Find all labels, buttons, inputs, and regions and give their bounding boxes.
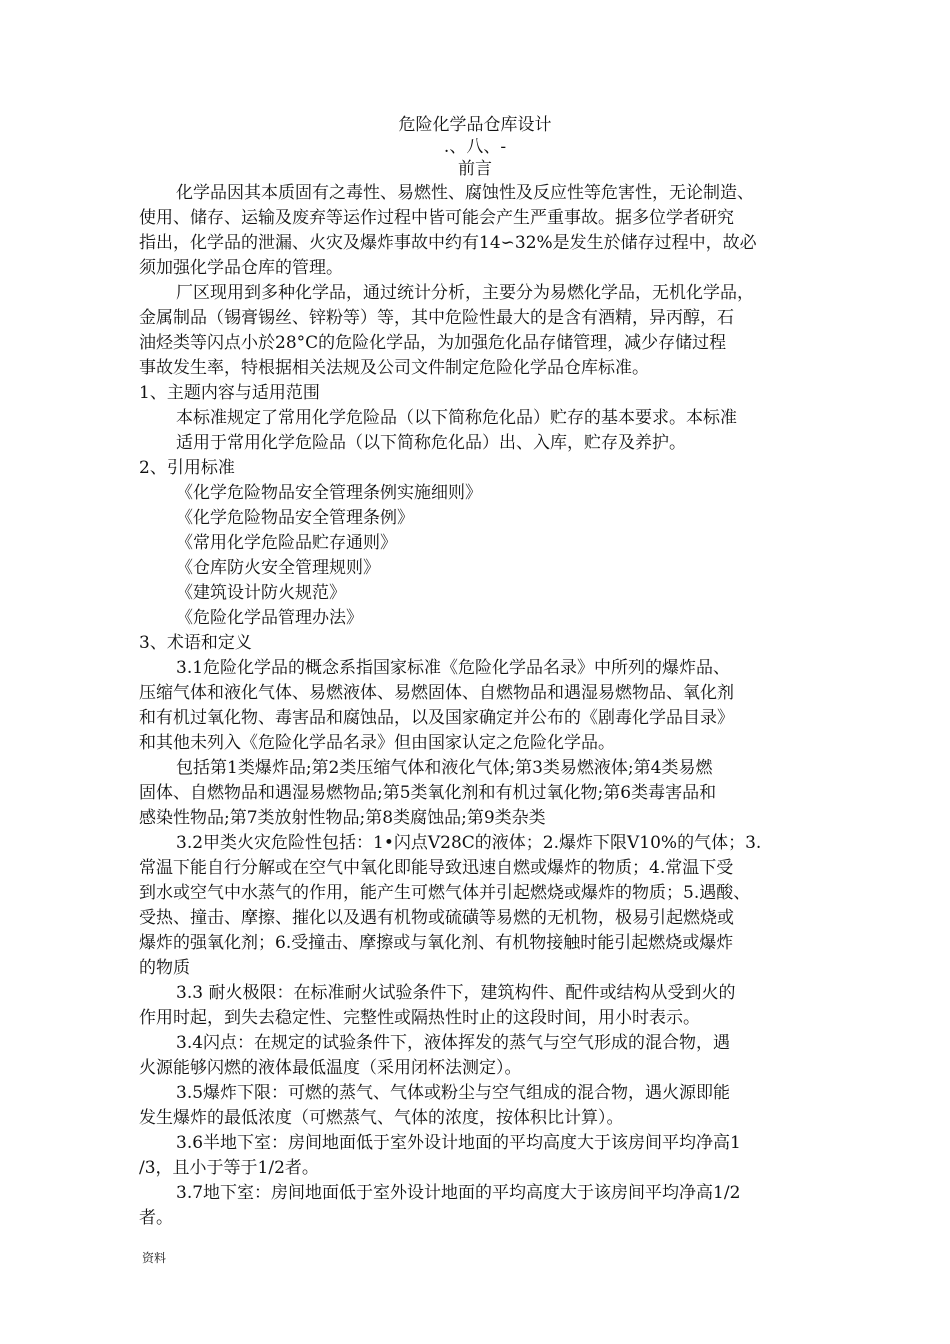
- definition-3-6-line: 3.6半地下室：房间地面低于室外设计地面的平均高度大于该房间平均净高1: [176, 1133, 741, 1153]
- reference-item: 《仓库防火安全管理规则》: [176, 558, 380, 578]
- definition-3-2-line: 爆炸的强氧化剂；6.受撞击、摩擦或与氧化剂、有机物接触时能引起燃烧或爆炸: [139, 933, 734, 953]
- definition-3-1-line: 和有机过氧化物、毒害品和腐蚀品，以及国家确定并公布的《剧毒化学品目录》: [139, 708, 734, 728]
- definition-3-6-line: /3，且小于等于1/2者。: [139, 1158, 319, 1178]
- definition-3-2-line: 到水或空气中水蒸气的作用，能产生可燃气体并引起燃烧或爆炸的物质；5.遇酸、: [139, 883, 751, 903]
- definition-3-1-line: 和其他未列入《危险化学品名录》但由国家认定之危险化学品。: [139, 733, 615, 753]
- para1-line: 指出，化学品的泄漏、火灾及爆炸事故中约有14∽32%是发生於储存过程中，故必: [139, 233, 757, 253]
- reference-item: 《常用化学危险品贮存通则》: [176, 533, 397, 553]
- definition-3-3-line: 作用时起，到失去稳定性、完整性或隔热性时止的这段时间，用小时表示。: [139, 1008, 700, 1028]
- section-1-line: 本标准规定了常用化学危险品（以下简称危化品）贮存的基本要求。本标准: [176, 408, 737, 428]
- page-footer: 资料: [142, 1251, 167, 1265]
- definition-3-1-line: 3.1危险化学品的概念系指国家标准《危险化学品名录》中所列的爆炸品、: [176, 658, 731, 678]
- section-1-heading: 1、主题内容与适用范围: [139, 383, 320, 403]
- categories-line: 固体、自燃物品和遇湿易燃物品;第5类氧化剂和有机过氧化物;第6类毒害品和: [139, 783, 717, 803]
- definition-3-5-line: 3.5爆炸下限：可燃的蒸气、气体或粉尘与空气组成的混合物，遇火源即能: [176, 1083, 731, 1103]
- para2-line: 油烃类等闪点小於28°C的危险化学品，为加强危化品存储管理，减少存储过程: [139, 333, 727, 353]
- definition-3-5-line: 发生爆炸的最低浓度（可燃蒸气、气体的浓度，按体积比计算）。: [139, 1108, 624, 1128]
- section-1-line: 适用于常用化学危险品（以下简称危化品）出、入库，贮存及养护。: [176, 433, 686, 453]
- para2-line: 事故发生率，特根据相关法规及公司文件制定危险化学品仓库标准。: [139, 358, 649, 378]
- definition-3-2-line: 3.2甲类火灾危险性包括：1•闪点V28C的液体；2.爆炸下限V10%的气体；3.: [176, 833, 762, 853]
- definition-3-7-line: 者。: [139, 1208, 173, 1228]
- para1-line: 须加强化学品仓库的管理。: [139, 258, 343, 278]
- doc-title: 危险化学品仓库设计: [398, 115, 552, 135]
- section-2-heading: 2、引用标准: [139, 458, 235, 478]
- section-3-heading: 3、术语和定义: [139, 633, 252, 653]
- reference-item: 《危险化学品管理办法》: [176, 608, 363, 628]
- definition-3-4-line: 3.4闪点：在规定的试验条件下，液体挥发的蒸气与空气形成的混合物，遇: [176, 1033, 731, 1053]
- definition-3-3-line: 3.3 耐火极限：在标准耐火试验条件下，建筑构件、配件或结构从受到火的: [176, 983, 736, 1003]
- para2-line: 金属制品（锡膏锡丝、锌粉等）等，其中危险性最大的是含有酒精，异丙醇，石: [139, 308, 734, 328]
- reference-item: 《化学危险物品安全管理条例实施细则》: [176, 483, 482, 503]
- reference-item: 《建筑设计防火规范》: [176, 583, 346, 603]
- categories-line: 感染性物品;第7类放射性物品;第8类腐蚀品;第9类杂类: [139, 808, 546, 828]
- doc-subtitle: .、八、-: [443, 137, 507, 157]
- preface-heading: 前言: [458, 159, 492, 179]
- definition-3-2-line: 常温下能自行分解或在空气中氧化即能导致迅速自燃或爆炸的物质；4.常温下受: [139, 858, 734, 878]
- definition-3-2-line: 受热、撞击、摩擦、摧化以及遇有机物或硫磺等易燃的无机物，极易引起燃烧或: [139, 908, 734, 928]
- definition-3-7-line: 3.7地下室：房间地面低于室外设计地面的平均高度大于该房间平均净高1/2: [176, 1183, 741, 1203]
- reference-item: 《化学危险物品安全管理条例》: [176, 508, 414, 528]
- definition-3-2-line: 的物质: [139, 958, 190, 978]
- para2-line: 厂区现用到多种化学品，通过统计分析，主要分为易燃化学品，无机化学品，: [176, 283, 754, 303]
- categories-line: 包括第1类爆炸品;第2类压缩气体和液化气体;第3类易燃液体;第4类易燃: [176, 758, 713, 778]
- definition-3-1-line: 压缩气体和液化气体、易燃液体、易燃固体、自燃物品和遇湿易燃物品、氧化剂: [139, 683, 734, 703]
- definition-3-4-line: 火源能够闪燃的液体最低温度（采用闭杯法测定）。: [139, 1058, 522, 1078]
- para1-line: 化学品因其本质固有之毒性、易燃性、腐蚀性及反应性等危害性，无论制造、: [176, 183, 754, 203]
- para1-line: 使用、储存、运输及废弃等运作过程中皆可能会产生严重事故。据多位学者研究: [139, 208, 734, 228]
